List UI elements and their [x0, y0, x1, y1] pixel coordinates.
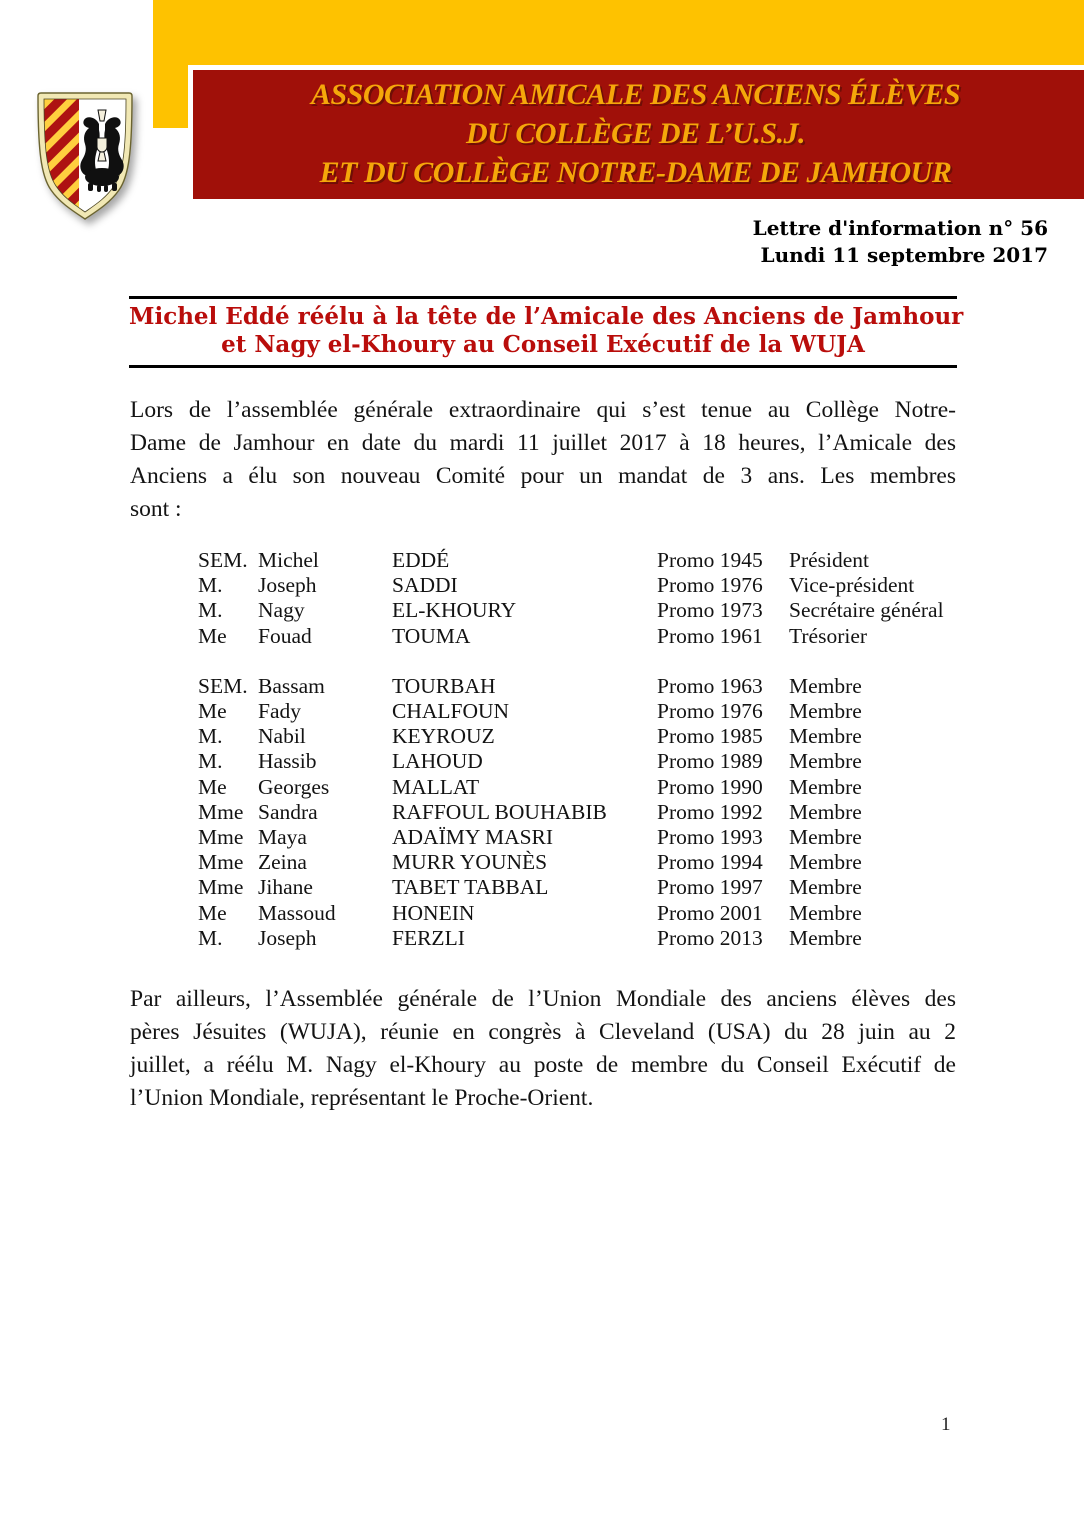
member-promo: Promo 1976 — [657, 573, 763, 598]
member-role: Membre — [789, 900, 862, 925]
paragraph-line: Dame de Jamhour en date du mardi 11 juillet 2017 à 18 heures, l’Amicale des — [130, 430, 956, 456]
member-last-name: EL-KHOURY — [392, 598, 517, 623]
member-last-name: FERZLI — [392, 925, 465, 950]
committee-row — [198, 624, 988, 649]
member-role: Membre — [789, 724, 862, 749]
member-role: Membre — [789, 825, 862, 850]
member-first-name: Joseph — [258, 925, 317, 950]
committee-row — [198, 825, 988, 850]
member-promo: Promo 1997 — [657, 875, 763, 900]
member-title: Me — [198, 774, 227, 799]
paragraph-line: juillet, a réélu M. Nagy el-Khoury au poste de membre du Conseil Exécutif de — [130, 1052, 956, 1078]
member-title: SEM. — [198, 673, 248, 698]
crest-plume — [98, 110, 106, 121]
committee-row — [198, 901, 988, 926]
paragraph-line: l’Union Mondiale, représentant le Proche-Orient. — [130, 1085, 594, 1111]
member-title: M. — [198, 598, 223, 623]
member-role: Membre — [789, 749, 862, 774]
association-title-line: DU COLLÈGE DE L’U.S.J. — [465, 117, 806, 150]
member-role: Membre — [789, 799, 862, 824]
committee-table — [198, 548, 988, 951]
committee-row — [198, 850, 988, 875]
member-last-name: TABET TABBAL — [392, 875, 549, 900]
member-promo: Promo 1993 — [657, 825, 763, 850]
association-title-line: ET DU COLLÈGE NOTRE-DAME DE JAMHOUR — [319, 156, 952, 189]
member-last-name: TOUMA — [392, 623, 471, 648]
paragraph-line: Anciens a élu son nouveau Comité pour un mandat de 3 ans. Les membres — [130, 463, 956, 489]
member-title: M. — [198, 724, 223, 749]
member-last-name: LAHOUD — [392, 749, 483, 774]
closing-paragraph — [130, 983, 956, 1115]
member-promo: Promo 1989 — [657, 749, 763, 774]
committee-row — [198, 548, 988, 573]
member-last-name: SADDI — [392, 573, 458, 598]
member-title: M. — [198, 925, 223, 950]
member-promo: Promo 2001 — [657, 900, 763, 925]
committee-row — [198, 674, 988, 699]
paragraph-line: Par ailleurs, l’Assemblée générale de l’Union Mondiale des anciens élèves des — [130, 986, 956, 1012]
member-role: Membre — [789, 875, 862, 900]
member-first-name: Fady — [258, 699, 301, 724]
member-promo: Promo 2013 — [657, 925, 763, 950]
member-last-name: MALLAT — [392, 774, 480, 799]
member-promo: Promo 1945 — [657, 548, 763, 572]
member-role: Trésorier — [789, 623, 868, 648]
member-title: SEM. — [198, 548, 248, 572]
member-last-name: EDDÉ — [392, 548, 450, 572]
member-promo: Promo 1961 — [657, 623, 763, 648]
member-first-name: Fouad — [258, 623, 312, 648]
committee-row — [198, 724, 988, 749]
newsletter-date: Lundi 11 septembre 2017 — [760, 243, 1048, 267]
member-role: Membre — [789, 850, 862, 875]
committee-row — [198, 800, 988, 825]
member-title: M. — [198, 749, 223, 774]
paragraph-line: Lors de l’assemblée générale extraordinaire qui s’est tenue au Collège Notre- — [130, 397, 956, 423]
member-role: Vice-président — [789, 573, 915, 598]
member-title: Me — [198, 699, 227, 724]
paragraph-line: sont : — [130, 496, 182, 522]
member-last-name: HONEIN — [392, 900, 475, 925]
member-last-name: CHALFOUN — [392, 699, 510, 724]
member-promo: Promo 1990 — [657, 774, 763, 799]
member-promo: Promo 1976 — [657, 699, 763, 724]
committee-row — [198, 875, 988, 900]
member-first-name: Georges — [258, 774, 330, 799]
member-last-name: RAFFOUL BOUHABIB — [392, 799, 607, 824]
crest-chalice — [97, 138, 107, 161]
member-last-name: KEYROUZ — [392, 724, 495, 749]
member-role: Membre — [789, 925, 862, 950]
member-title: Me — [198, 900, 227, 925]
member-role: Membre — [789, 673, 862, 698]
college-crest-icon — [33, 88, 137, 222]
paragraph-line: pères Jésuites (WUJA), réunie en congrès à Cleveland (USA) du 28 juin au 2 — [130, 1019, 956, 1045]
member-promo: Promo 1994 — [657, 850, 763, 875]
committee-row — [198, 573, 988, 598]
member-first-name: Zeina — [258, 850, 307, 875]
association-title-line: ASSOCIATION AMICALE DES ANCIENS ÉLÈVES — [310, 78, 961, 111]
newsletter-number: Lettre d'information n° 56 — [752, 216, 1048, 240]
member-first-name: Hassib — [258, 749, 317, 774]
page-number: 1 — [941, 1414, 951, 1435]
intro-paragraph — [130, 394, 956, 526]
committee-row — [198, 775, 988, 800]
table-group-gap — [198, 649, 988, 674]
member-title: Mme — [198, 799, 244, 824]
committee-row — [198, 598, 988, 623]
member-first-name: Michel — [258, 548, 319, 572]
member-first-name: Massoud — [258, 900, 336, 925]
member-first-name: Joseph — [258, 573, 317, 598]
header-banner-frame — [188, 65, 1084, 199]
masthead — [753, 215, 1048, 269]
committee-row — [198, 926, 988, 951]
member-first-name: Bassam — [258, 673, 325, 698]
member-last-name: MURR YOUNÈS — [392, 850, 548, 875]
committee-row — [198, 749, 988, 774]
headline-line-1: Michel Eddé réélu à la tête de l’Amicale des Anciens de Jamhour — [129, 303, 964, 330]
member-role: Membre — [789, 699, 862, 724]
header-banner — [193, 70, 1084, 199]
member-promo: Promo 1985 — [657, 724, 763, 749]
member-first-name: Nagy — [258, 598, 305, 623]
member-first-name: Nabil — [258, 724, 306, 749]
member-first-name: Jihane — [258, 875, 313, 900]
member-promo: Promo 1963 — [657, 673, 763, 698]
member-title: Mme — [198, 875, 244, 900]
member-promo: Promo 1992 — [657, 799, 763, 824]
member-title: Mme — [198, 825, 244, 850]
member-title: Mme — [198, 850, 244, 875]
member-title: Me — [198, 623, 227, 648]
member-last-name: ADAÏMY MASRI — [392, 825, 554, 850]
member-promo: Promo 1973 — [657, 598, 763, 623]
member-first-name: Sandra — [258, 799, 318, 824]
headline-block — [129, 296, 964, 368]
member-last-name: TOURBAH — [392, 673, 496, 698]
member-title: M. — [198, 573, 223, 598]
member-role: Membre — [789, 774, 862, 799]
member-role: Président — [789, 548, 870, 572]
member-role: Secrétaire général — [789, 598, 944, 623]
member-first-name: Maya — [258, 825, 307, 850]
committee-row — [198, 699, 988, 724]
headline-line-2: et Nagy el-Khoury au Conseil Exécutif de la WUJA — [221, 331, 865, 358]
